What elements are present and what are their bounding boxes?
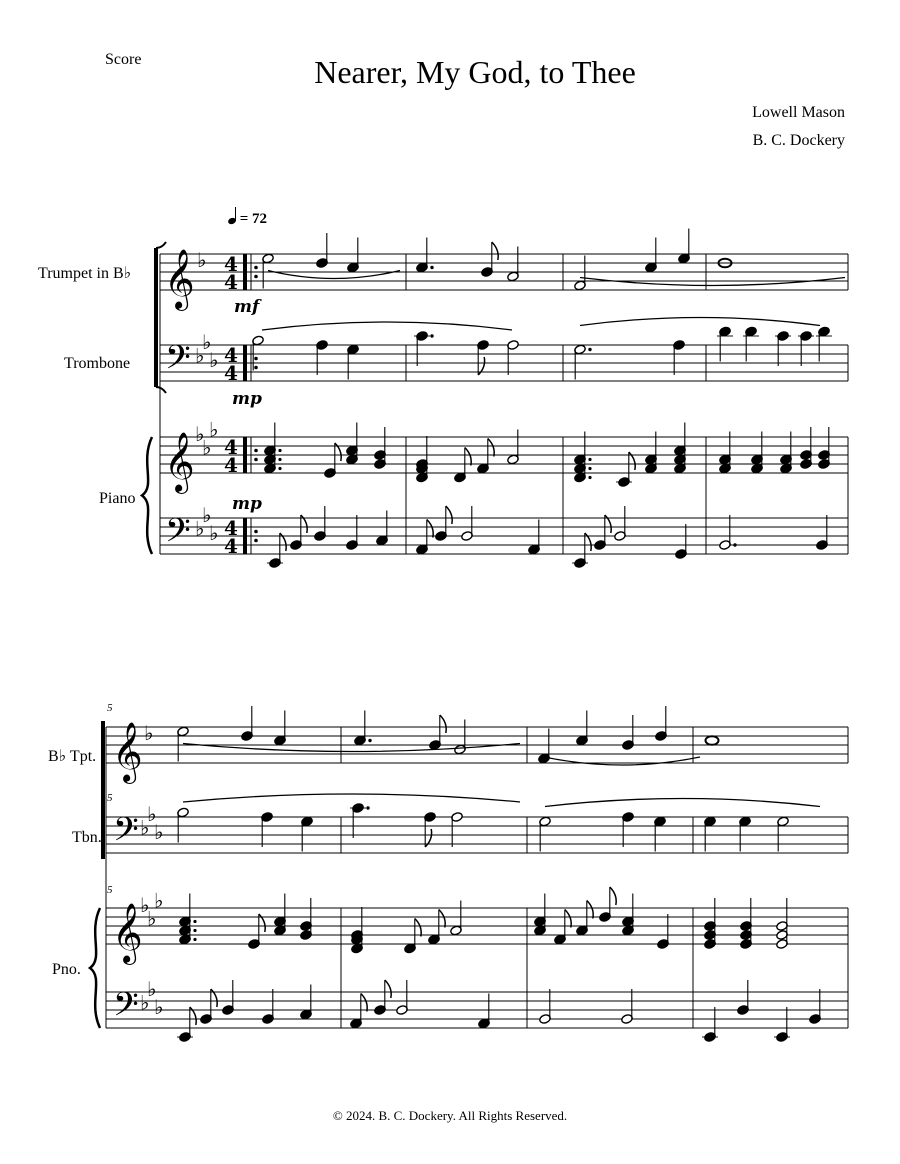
repeat-dot (254, 275, 258, 279)
measure-number-piano: 5 (107, 884, 113, 896)
flat-icon: ♭ (147, 802, 157, 826)
flat-icon: ♭ (209, 521, 219, 545)
slur (580, 278, 845, 286)
tempo-value: = 72 (239, 211, 268, 227)
trumpet-staff-2 (106, 727, 848, 763)
brace-icon (90, 908, 100, 1028)
augmentation-dot (193, 938, 196, 941)
time-signature-top: 4 (224, 435, 238, 459)
augmentation-dot (588, 467, 591, 470)
flat-icon: ♭ (140, 815, 150, 840)
bass-clef-icon: 𝄢 (165, 512, 191, 558)
instrument-label-piano: Piano (99, 490, 136, 507)
flat-icon: ♭ (147, 906, 157, 931)
composer-name: Lowell Mason (752, 104, 845, 121)
whole-note (706, 736, 719, 745)
piano-treble-staff (160, 437, 848, 473)
flat-icon: ♭ (140, 893, 150, 917)
repeat-thick-bar (243, 254, 247, 290)
brace-icon (142, 437, 152, 554)
eighth-flag (465, 448, 471, 466)
instrument-label-trumpet-short: B♭ Tpt. (48, 748, 97, 765)
score-label: Score (105, 51, 142, 68)
flat-icon: ♭ (209, 417, 219, 442)
augmentation-dot (278, 449, 281, 452)
bracket-end (156, 387, 166, 393)
repeat-dot (254, 449, 258, 453)
flat-icon: ♭ (140, 990, 150, 1015)
dynamic-trumpet: mf (234, 297, 260, 317)
eighth-flag (587, 901, 593, 919)
eighth-flag (488, 439, 494, 457)
flat-icon: ♭ (197, 248, 207, 272)
piano-bass-staff-2 (106, 992, 848, 1028)
time-signature-bottom: 4 (224, 453, 238, 477)
bass-clef-icon: 𝄢 (113, 811, 139, 857)
bracket-end (156, 242, 166, 248)
eighth-flag (492, 242, 498, 260)
flat-icon: ♭ (202, 503, 212, 527)
slur (262, 322, 512, 330)
copyright-footer: © 2024. B. C. Dockery. All Rights Reserved. (332, 1108, 568, 1123)
repeat-dot (254, 266, 258, 270)
time-signature-top: 4 (224, 343, 238, 367)
measure-number-trombone: 5 (107, 792, 113, 804)
bass-clef-icon: 𝄢 (113, 986, 139, 1032)
flat-icon: ♭ (154, 888, 164, 913)
bass-clef-icon: 𝄢 (165, 339, 191, 385)
augmentation-dot (430, 334, 433, 337)
treble-clef-icon: 𝄞 (164, 432, 195, 492)
time-signature-bottom: 4 (224, 361, 238, 385)
repeat-dot (254, 530, 258, 534)
instrument-label-trombone-short: Tbn. (72, 829, 102, 846)
eighth-flag (385, 980, 391, 998)
instrument-label-trombone: Trombone (64, 355, 131, 372)
dynamic-piano: mp (232, 494, 262, 514)
flat-icon: ♭ (195, 343, 205, 368)
flat-icon: ♭ (154, 820, 164, 844)
dynamic-trombone: mp (232, 389, 262, 409)
flat-icon: ♭ (147, 977, 157, 1001)
slur (183, 794, 520, 802)
instrument-label-trumpet: Trumpet in B♭ (38, 265, 132, 282)
eighth-flag (565, 910, 571, 928)
augmentation-dot (588, 348, 591, 351)
eighth-flag (446, 506, 452, 524)
eighth-flag (415, 919, 421, 937)
trombone-staff-2 (106, 817, 848, 853)
eighth-flag (439, 910, 445, 928)
flat-icon: ♭ (144, 721, 154, 745)
flat-icon: ♭ (154, 995, 164, 1019)
repeat-dot (254, 357, 258, 361)
time-signature-bottom: 4 (224, 534, 238, 558)
trombone-staff (160, 345, 848, 381)
measure-number-trumpet: 5 (107, 702, 113, 714)
treble-clef-icon: 𝄞 (112, 903, 143, 963)
augmentation-dot (278, 458, 281, 461)
augmentation-dot (278, 467, 281, 470)
eighth-flag (610, 887, 616, 905)
repeat-dot (254, 458, 258, 462)
repeat-dot (254, 539, 258, 543)
time-signature-top: 4 (224, 252, 238, 276)
augmentation-dot (366, 806, 369, 809)
repeat-thick-bar (243, 518, 247, 554)
piece-title: Nearer, My God, to Thee (314, 54, 636, 90)
flat-icon: ♭ (195, 422, 205, 446)
augmentation-dot (430, 266, 433, 269)
repeat-thick-bar (243, 345, 247, 381)
flat-icon: ♭ (202, 435, 212, 460)
augmentation-dot (588, 476, 591, 479)
flat-icon: ♭ (202, 330, 212, 354)
augmentation-dot (588, 458, 591, 461)
arranger-name: B. C. Dockery (752, 132, 845, 149)
augmentation-dot (368, 739, 371, 742)
augmentation-dot (193, 920, 196, 923)
piano-treble-staff-2 (106, 908, 848, 944)
treble-clef-icon: 𝄞 (164, 249, 195, 309)
time-signature-bottom: 4 (224, 270, 238, 294)
piano-bass-staff (160, 518, 848, 554)
treble-clef-icon: 𝄞 (112, 722, 143, 782)
augmentation-dot (193, 929, 196, 932)
eighth-flag (440, 715, 446, 733)
slur (544, 757, 700, 765)
time-signature-top: 4 (224, 516, 238, 540)
slur (580, 318, 820, 326)
instrument-label-piano-short: Pno. (52, 961, 81, 978)
eighth-flag (361, 994, 367, 1012)
repeat-thick-bar (243, 437, 247, 473)
flat-icon: ♭ (209, 348, 219, 372)
slur (545, 799, 820, 807)
repeat-dot (254, 366, 258, 370)
augmentation-dot (733, 543, 736, 546)
eighth-flag (427, 520, 433, 538)
flat-icon: ♭ (195, 516, 205, 541)
